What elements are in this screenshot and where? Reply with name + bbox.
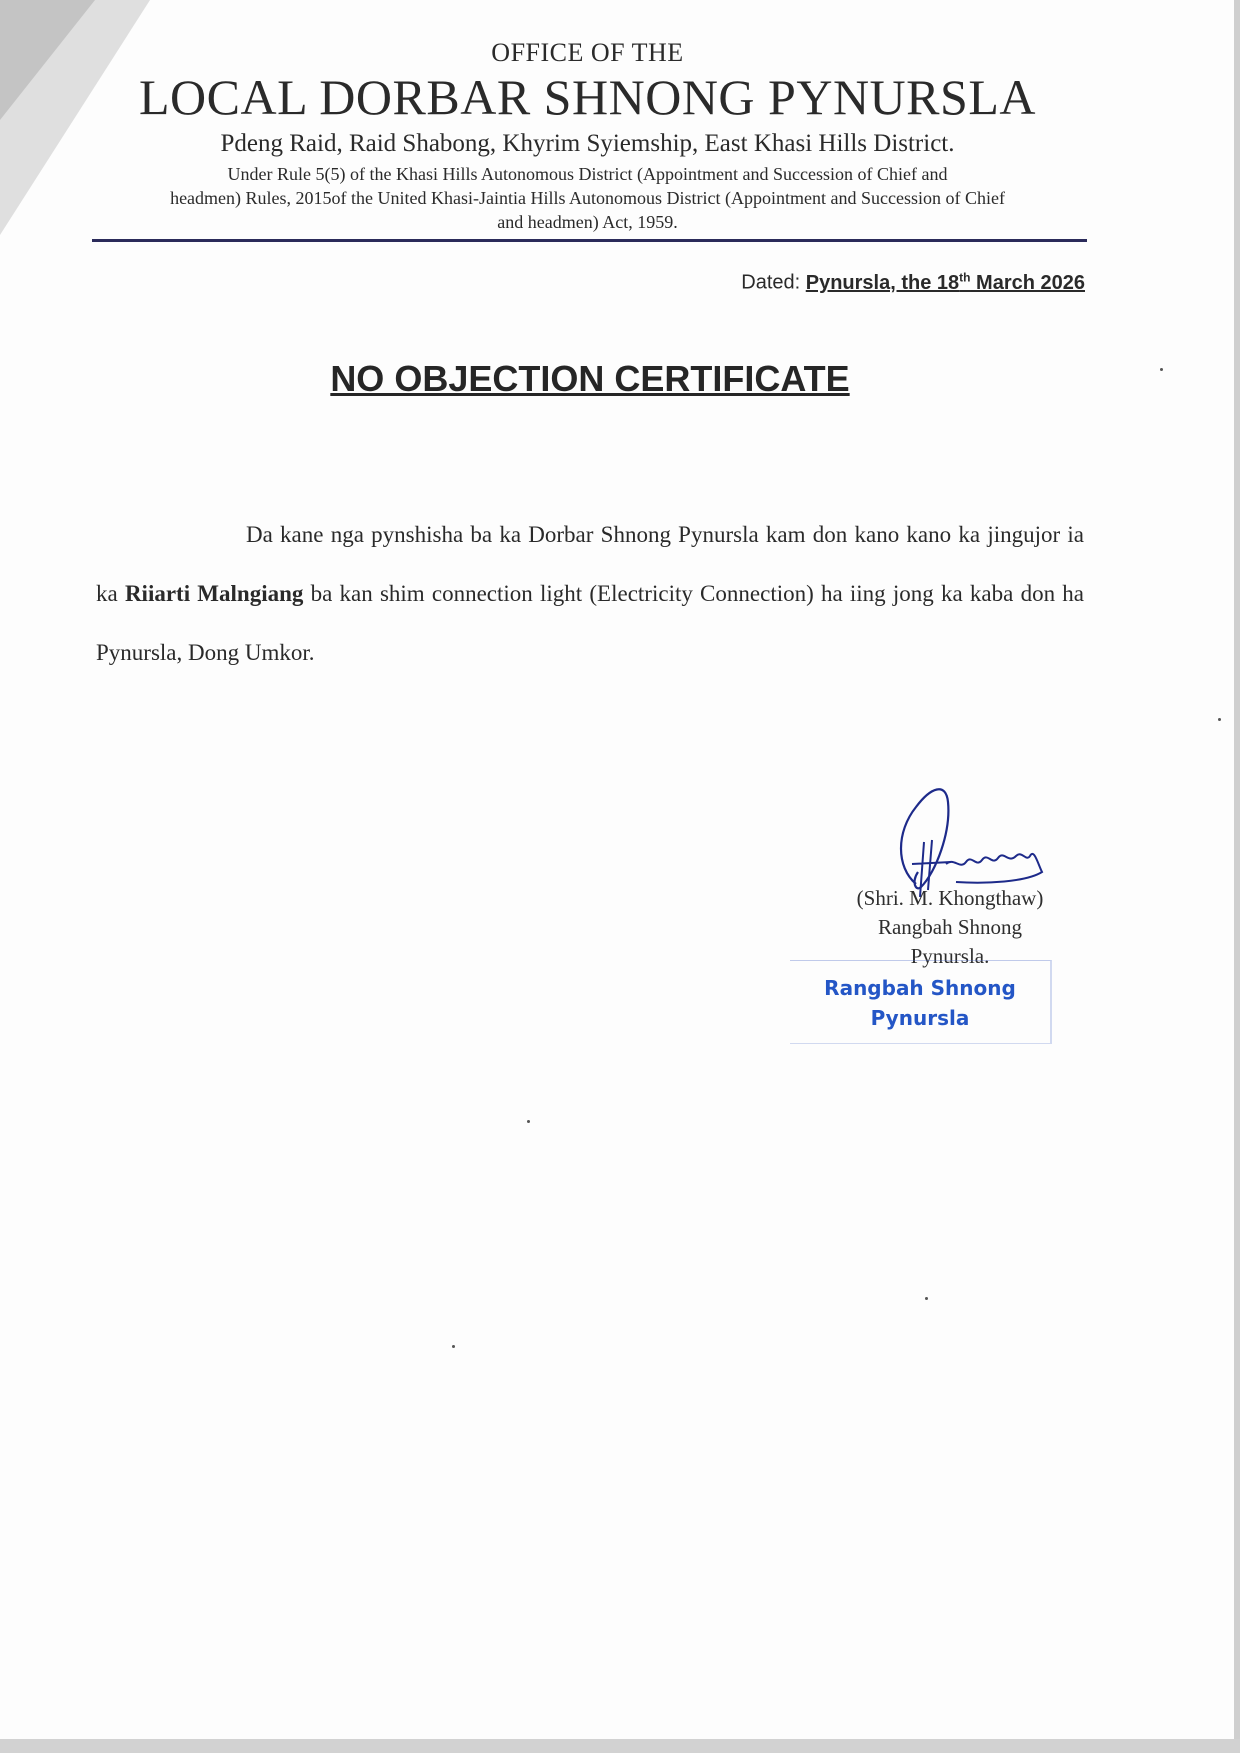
legal-note-line-1: Under Rule 5(5) of the Khasi Hills Autonomous District (Appointment and Succession of Chief and bbox=[227, 164, 948, 184]
date-line bbox=[741, 270, 1085, 295]
organization-name: LOCAL DORBAR SHNONG PYNURSLA bbox=[139, 69, 1036, 125]
header-divider bbox=[92, 239, 1087, 242]
certificate-title: NO OBJECTION CERTIFICATE bbox=[330, 358, 850, 399]
scan-speck bbox=[1160, 368, 1163, 371]
body-part-2: ba kan shim connection light (Electricity Connection) ha iing jong ka kaba don ha Pynursla, Dong Umkor. bbox=[96, 581, 1084, 665]
legal-note-line-3: and headmen) Act, 1959. bbox=[497, 212, 678, 232]
scan-speck bbox=[925, 1297, 928, 1300]
date-value bbox=[806, 272, 1085, 294]
signatory-designation: Rangbah Shnong bbox=[877, 915, 1023, 939]
scan-corner-shadow bbox=[0, 0, 95, 120]
office-of-label: OFFICE OF THE bbox=[491, 38, 684, 67]
scan-bottom-edge bbox=[0, 1739, 1240, 1753]
legal-note-line-2: headmen) Rules, 2015of the United Khasi-Jaintia Hills Autonomous District (Appointment and Succession of Chief bbox=[170, 188, 1005, 208]
scan-speck bbox=[1218, 718, 1221, 721]
date-value-prefix: Pynursla, the 18 bbox=[805, 271, 960, 294]
applicant-name: Riiarti Malngiang bbox=[124, 581, 304, 606]
body-part-1: Da kane nga pynshisha ba ka Dorbar Shnong Pynursla kam don kano kano ka jingujor ia ka bbox=[96, 522, 1084, 606]
stamp-line-1: Rangbah Shnong bbox=[824, 976, 1016, 1000]
legal-note bbox=[90, 162, 1085, 234]
signatory-block bbox=[820, 884, 1080, 971]
certificate-body bbox=[96, 505, 1084, 682]
scan-right-edge bbox=[1234, 0, 1240, 1753]
date-value-suffix: March 2026 bbox=[970, 271, 1085, 294]
signatory-name: (Shri. M. Khongthaw) bbox=[856, 886, 1044, 910]
signatory-place: Pynursla. bbox=[910, 944, 990, 968]
official-stamp bbox=[790, 960, 1052, 1044]
date-label: Dated: bbox=[741, 271, 801, 294]
date-value-ordinal: th bbox=[959, 270, 971, 284]
letterhead bbox=[90, 36, 1085, 234]
scan-speck bbox=[452, 1345, 455, 1348]
organization-address: Pdeng Raid, Raid Shabong, Khyrim Syiemship, East Khasi Hills District. bbox=[220, 130, 955, 157]
stamp-line-2: Pynursla bbox=[870, 1006, 970, 1030]
scan-speck bbox=[527, 1120, 530, 1123]
